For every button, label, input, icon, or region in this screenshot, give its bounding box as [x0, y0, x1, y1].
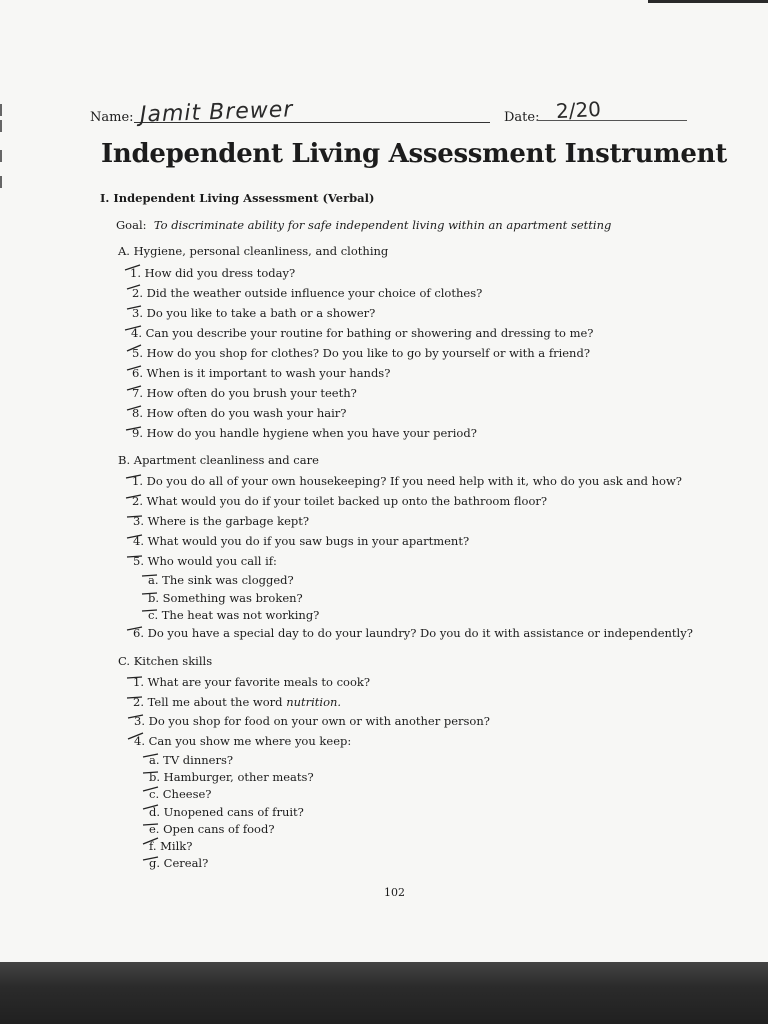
part-b-subquestion: b. Something was broken?: [148, 591, 303, 605]
scan-edge: [648, 0, 768, 3]
date-label: Date:: [504, 110, 540, 125]
part-c-subquestion: e. Open cans of food?: [149, 822, 275, 836]
goal-line: [116, 218, 611, 232]
part-b-question: 4. What would you do if you saw bugs in your apartment?: [133, 534, 469, 548]
check-mark-icon: [127, 731, 147, 743]
check-mark-icon: [125, 403, 145, 415]
check-mark-icon: [142, 784, 162, 796]
check-mark-icon: [141, 570, 161, 582]
part-a-question: 8. How often do you wash your hair?: [132, 406, 346, 420]
part-c-subquestion: a. TV dinners?: [149, 753, 233, 767]
check-mark-icon: [126, 551, 146, 563]
part-c-question: 1. What are your favorite meals to cook?: [133, 675, 370, 689]
part-a-question: 9. How do you handle hygiene when you have your period?: [132, 426, 477, 440]
check-mark-icon: [126, 692, 146, 704]
check-mark-icon: [124, 323, 144, 335]
part-b-question: 5. Who would you call if:: [133, 554, 277, 568]
part-b-question: 3. Where is the garbage kept?: [133, 514, 309, 528]
name-label: Name:: [90, 110, 134, 125]
check-mark-icon: [126, 511, 146, 523]
part-a-question: 2. Did the weather outside influence your choice of clothes?: [132, 286, 482, 300]
part-a-question: 4. Can you describe your routine for bathing or showering and dressing to me?: [131, 326, 593, 340]
check-mark-icon: [142, 750, 162, 762]
part-c-subquestion: c. Cheese?: [149, 787, 211, 801]
part-b-subquestion: a. The sink was clogged?: [148, 573, 294, 587]
check-mark-icon: [125, 383, 145, 395]
part-c-subquestion: f. Milk?: [149, 839, 192, 853]
page-number: 102: [384, 886, 405, 899]
check-mark-icon: [123, 263, 143, 275]
part-c-question: 3. Do you shop for food on your own or with another person?: [134, 714, 490, 728]
check-mark-icon: [141, 588, 161, 600]
check-mark-icon: [141, 605, 161, 617]
check-mark-icon: [142, 767, 162, 779]
part-b-subquestion: c. The heat was not working?: [148, 608, 319, 622]
part-a-question: 6. When is it important to wash your hands?: [132, 366, 390, 380]
check-mark-icon: [142, 836, 162, 848]
goal-label: Goal:: [116, 218, 147, 232]
header-row: [90, 98, 690, 128]
part-c-subquestion: b. Hamburger, other meats?: [149, 770, 314, 784]
check-mark-icon: [142, 802, 162, 814]
part-a-question: 1. How did you dress today?: [130, 266, 295, 280]
scanner-background: [0, 962, 768, 1024]
part-c-subquestion: d. Unopened cans of fruit?: [149, 805, 304, 819]
part-c-question: 4. Can you show me where you keep:: [134, 734, 351, 748]
check-mark-icon: [126, 623, 146, 635]
part-b-question: 6. Do you have a special day to do your laundry? Do you do it with assistance or independently?: [133, 626, 693, 640]
check-mark-icon: [127, 711, 147, 723]
part-a-question: 7. How often do you brush your teeth?: [132, 386, 357, 400]
check-mark-icon: [125, 343, 145, 355]
page-title: Independent Living Assessment Instrument: [101, 139, 727, 169]
check-mark-icon: [125, 471, 145, 483]
check-mark-icon: [125, 283, 145, 295]
check-mark-icon: [142, 819, 162, 831]
part-c-question: 2. Tell me about the word nutrition.: [133, 695, 341, 709]
part-b-question: 2. What would you do if your toilet backed up onto the bathroom floor?: [132, 494, 547, 508]
check-mark-icon: [125, 303, 145, 315]
check-mark-icon: [125, 491, 145, 503]
part-c-heading: C. Kitchen skills: [118, 654, 213, 668]
check-mark-icon: [126, 531, 146, 543]
part-a-question: 5. How do you shop for clothes? Do you like to go by yourself or with a friend?: [132, 346, 590, 360]
date-handwritten: 2/20: [555, 96, 602, 124]
part-b-heading: B. Apartment cleanliness and care: [118, 453, 319, 467]
section-heading: I. Independent Living Assessment (Verbal): [100, 191, 375, 205]
part-a-question: 3. Do you like to take a bath or a shower?: [132, 306, 375, 320]
name-handwritten: Jamit Brewer: [139, 97, 294, 128]
part-a-heading: A. Hygiene, personal cleanliness, and clothing: [118, 244, 389, 258]
check-mark-icon: [125, 363, 145, 375]
check-mark-icon: [142, 853, 162, 865]
goal-text: To discriminate ability for safe independent living within an apartment setting: [153, 218, 612, 232]
check-mark-icon: [125, 423, 145, 435]
emphasis-term: nutrition.: [286, 695, 342, 709]
part-b-question: 1. Do you do all of your own housekeeping? If you need help with it, who do you ask and how?: [132, 474, 682, 488]
check-mark-icon: [126, 672, 146, 684]
part-c-subquestion: g. Cereal?: [149, 856, 208, 870]
